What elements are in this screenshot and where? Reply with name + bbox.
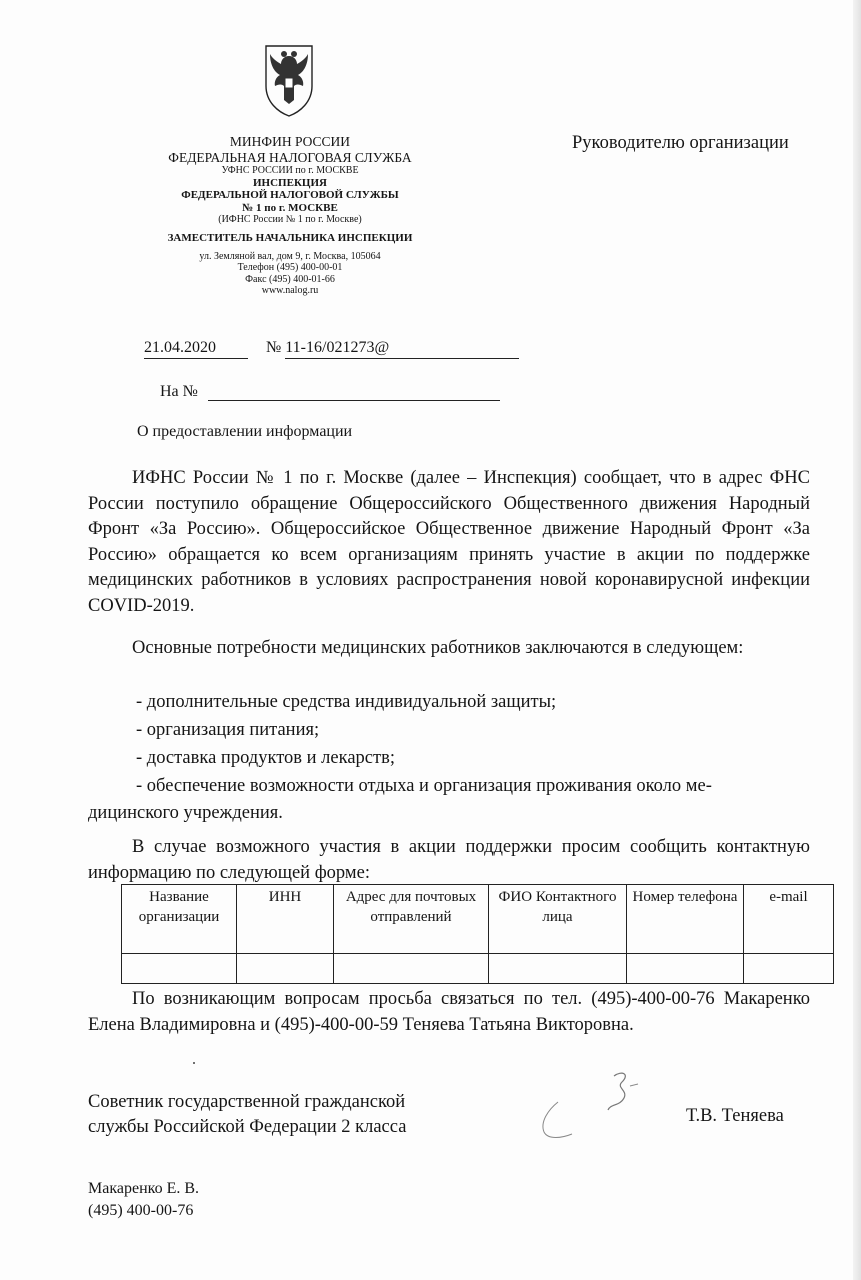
list-item-continuation: дицинского учреждения. [88, 803, 283, 823]
paragraph-2: Основные потребности медицинских работников заключаются в следующем: [132, 638, 744, 658]
deputy-title: ЗАМЕСТИТЕЛЬ НАЧАЛЬНИКА ИНСПЕКЦИИ [167, 231, 413, 244]
table-header-cell: Название организации [122, 885, 237, 954]
service-name: ФЕДЕРАЛЬНАЯ НАЛОГОВАЯ СЛУЖБА [168, 149, 412, 165]
coat-of-arms-icon [260, 42, 318, 118]
letterhead [120, 134, 460, 297]
reference-line [160, 383, 500, 401]
subject: О предоставлении информации [137, 423, 353, 440]
reference-blank [208, 384, 500, 401]
table-cell [627, 954, 744, 984]
scan-edge [853, 0, 861, 1280]
list-item: - доставка продуктов и лекарств; [136, 748, 395, 768]
table-cell [744, 954, 834, 984]
list-item: - дополнительные средства индивидуальной защиты; [136, 692, 557, 712]
table-cell [489, 954, 627, 984]
fax: Факс (495) 400-01-66 [245, 273, 335, 285]
table-row [122, 954, 834, 984]
inspection-line-3: № 1 по г. МОСКВЕ [242, 201, 338, 214]
scan-speck [193, 1062, 195, 1064]
contact-form-table [121, 884, 834, 984]
table-header-cell: e-mail [744, 885, 834, 954]
number-prefix: № [266, 339, 282, 356]
signatory-title [88, 1090, 406, 1140]
signatory-title-line-2: службы Российской Федерации 2 класса [88, 1117, 407, 1137]
letter-number [266, 339, 519, 359]
table-cell [334, 954, 489, 984]
recipient: Руководителю организации [572, 133, 789, 153]
executor-block [88, 1178, 199, 1222]
table-cell [122, 954, 237, 984]
executor-phone: (495) 400-00-76 [88, 1202, 194, 1219]
signatory-name: Т.В. Теняева [686, 1106, 784, 1126]
signatory-title-line-1: Советник государственной гражданской [88, 1092, 406, 1112]
table-cell [237, 954, 334, 984]
table-header-cell: ФИО Контактного лица [489, 885, 627, 954]
reference-label: На № [160, 383, 198, 400]
date-value: 21.04.2020 [144, 339, 248, 359]
paragraph-4: По возникающим вопросам просьба связаться по тел. (495)-400-00-76 Макаренко Елена Владимировна и (495)-400-00-59 Теняева Татьяна Викторовна. [88, 989, 810, 1035]
inspection-short-name: (ИФНС России № 1 по г. Москве) [218, 214, 362, 226]
letter-date [144, 339, 248, 359]
table-header-cell: Номер телефона [627, 885, 744, 954]
inspection-line-2: ФЕДЕРАЛЬНОЙ НАЛОГОВОЙ СЛУЖБЫ [181, 189, 399, 202]
handwritten-signature [518, 1058, 668, 1148]
table-header-cell: Адрес для почтовых отправлений [334, 885, 489, 954]
number-value: 11-16/021273@ [285, 339, 519, 359]
website: www.nalog.ru [261, 285, 319, 297]
address: ул. Земляной вал, дом 9, г. Москва, 105064 [199, 250, 381, 262]
ufns-name: УФНС РОССИИ по г. МОСКВЕ [221, 165, 359, 177]
paragraph-1: ИФНС России № 1 по г. Москве (далее – Инспекция) сообщает, что в адрес ФНС России поступило обращение Общероссийского Общественного движения Народный Фронт «За Россию». Общероссийское Общественное движение Народный Фронт «За Россию» обращается ко всем организациям принять участие в акции по поддержке медицинских работников в условиях распространения новой коронавирусной инфекции COVID-2019. [88, 468, 810, 616]
inspection-line-1: ИНСПЕКЦИЯ [253, 176, 327, 189]
list-item: - обеспечение возможности отдыха и организация проживания около ме- [136, 776, 712, 796]
list-item: - организация питания; [136, 720, 320, 740]
executor-name: Макаренко Е. В. [88, 1180, 200, 1197]
table-header-cell: ИНН [237, 885, 334, 954]
ministry-name: МИНФИН РОССИИ [229, 134, 351, 149]
paragraph-3: В случае возможного участия в акции поддержки просим сообщить контактную информацию по следующей форме: [88, 837, 810, 883]
phone: Телефон (495) 400-00-01 [237, 262, 343, 274]
